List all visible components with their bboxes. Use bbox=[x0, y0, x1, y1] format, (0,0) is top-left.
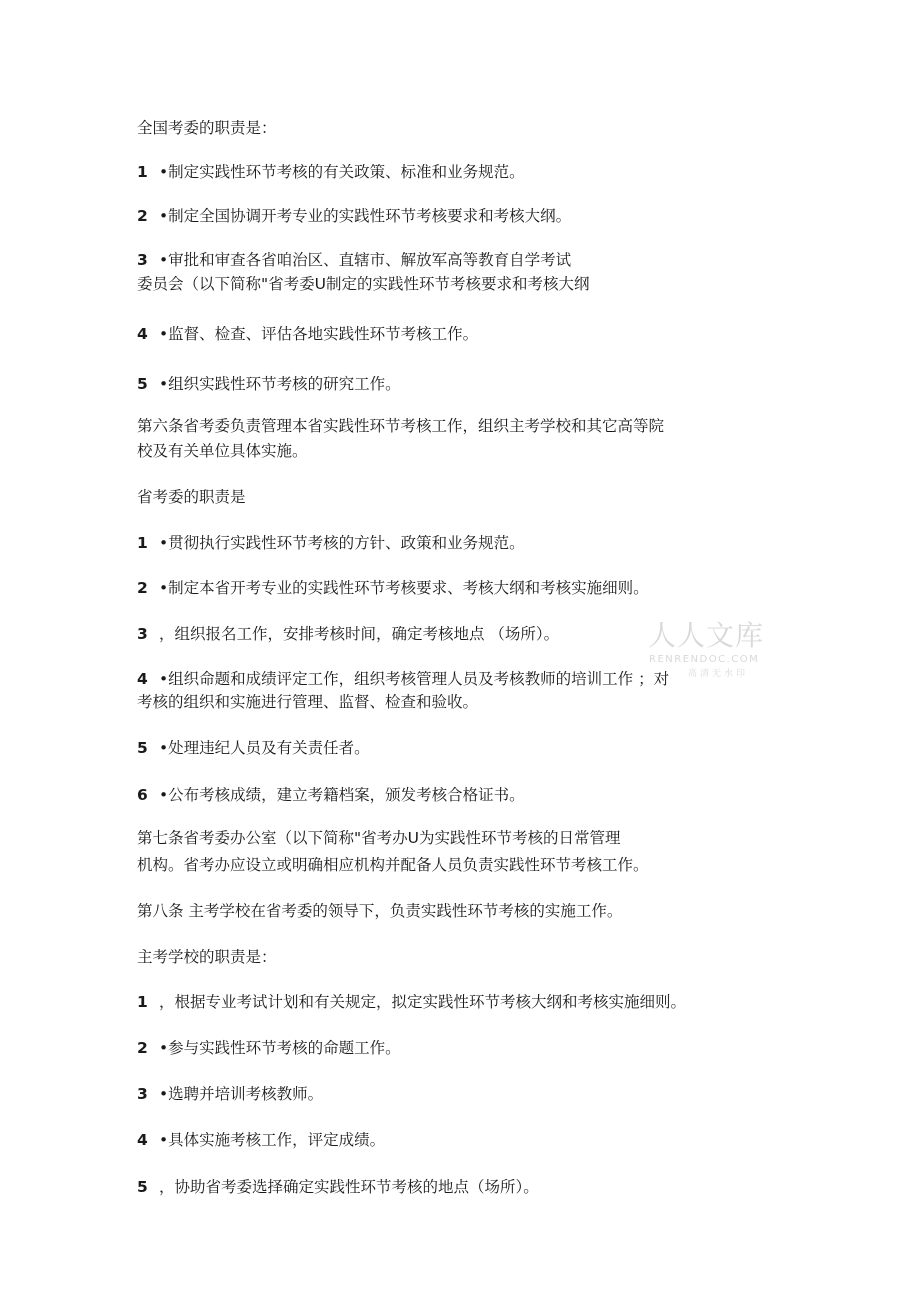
item-text: •组织实践性环节考核的研究工作。 bbox=[159, 375, 401, 393]
watermark-tagline: 高清无水印 bbox=[688, 669, 749, 679]
item-text: •监督、检查、评估各地实践性环节考核工作。 bbox=[159, 325, 479, 343]
item-number: 2 bbox=[137, 1039, 148, 1057]
list-item bbox=[137, 1130, 385, 1150]
item-text: •选聘并培训考核教师。 bbox=[159, 1085, 324, 1103]
item-text: •处理违纪人员及有关责任者。 bbox=[159, 739, 370, 757]
list-item bbox=[137, 374, 401, 394]
paragraph-line: 主考学校的职责是： bbox=[137, 948, 277, 966]
item-text: •具体实施考核工作，评定成绩。 bbox=[159, 1131, 386, 1149]
item-text: •审批和审查各省咱治区、直辖市、解放军高等教育自学考试 bbox=[159, 251, 572, 269]
watermark-logo bbox=[648, 620, 773, 682]
list-item bbox=[137, 250, 571, 270]
item-number: 5 bbox=[137, 375, 148, 393]
item-number: 2 bbox=[137, 579, 148, 597]
list-item bbox=[137, 1084, 323, 1104]
list-item bbox=[137, 578, 649, 598]
item-text: ，组织报名工作，安排考核时间，确定考核地点 （场所）。 bbox=[159, 625, 560, 643]
item-text: •制定实践性环节考核的有关政策、标准和业务规范。 bbox=[159, 163, 525, 181]
list-item bbox=[137, 624, 559, 644]
watermark-subtitle: RENRENDOC.COM bbox=[649, 654, 760, 665]
list-item bbox=[137, 162, 525, 182]
item-text: ，协助省考委选择确定实践性环节考核的地点（场所）。 bbox=[159, 1178, 539, 1196]
item-number: 5 bbox=[137, 739, 148, 757]
item-number: 1 bbox=[137, 163, 148, 181]
list-item bbox=[137, 785, 525, 805]
item-text: •制定本省开考专业的实践性环节考核要求、考核大纲和考核实施细则。 bbox=[159, 579, 649, 597]
item-text: ，根据专业考试计划和有关规定，拟定实践性环节考核大纲和考核实施细则。 bbox=[159, 993, 687, 1011]
paragraph-line: 校及有关单位具体实施。 bbox=[137, 442, 308, 460]
paragraph-line: 第七条省考委办公室（以下简称"省考办U为实践性环节考核的日常管理 bbox=[137, 829, 621, 847]
item-text: •公布考核成绩，建立考籍档案，颁发考核合格证书。 bbox=[159, 786, 525, 804]
list-item bbox=[137, 669, 669, 689]
item-text: •贯彻执行实践性环节考核的方针、政策和业务规范。 bbox=[159, 534, 525, 552]
list-item bbox=[137, 738, 370, 758]
list-item bbox=[137, 1177, 539, 1197]
list-item bbox=[137, 533, 525, 553]
list-item bbox=[137, 324, 478, 344]
list-item bbox=[137, 206, 571, 226]
watermark-title: 人人文库 bbox=[648, 619, 765, 652]
item-number: 6 bbox=[137, 786, 148, 804]
item-number: 4 bbox=[137, 1131, 148, 1149]
item-number: 3 bbox=[137, 1085, 148, 1103]
list-item bbox=[137, 1038, 401, 1058]
paragraph-line: 机构。省考办应设立或明确相应机构并配备人员负责实践性环节考核工作。 bbox=[137, 856, 649, 874]
paragraph-line: 全国考委的职责是： bbox=[137, 119, 277, 137]
paragraph-line: 省考委的职责是 bbox=[137, 488, 246, 506]
item-number: 2 bbox=[137, 207, 148, 225]
item-number: 3 bbox=[137, 625, 148, 643]
paragraph-line: 第八条 主考学校在省考委的领导下，负责实践性环节考核的实施工作。 bbox=[137, 902, 623, 920]
item-text: •制定全国协调开考专业的实践性环节考核要求和考核大纲。 bbox=[159, 207, 572, 225]
item-number: 3 bbox=[137, 251, 148, 269]
item-number: 4 bbox=[137, 670, 148, 688]
paragraph-line: 考核的组织和实施进行管理、监督、检查和验收。 bbox=[137, 693, 479, 711]
item-number: 1 bbox=[137, 534, 148, 552]
list-item bbox=[137, 992, 686, 1012]
item-text: •参与实践性环节考核的命题工作。 bbox=[159, 1039, 401, 1057]
paragraph-line: 第六条省考委负责管理本省实践性环节考核工作，组织主考学校和其它高等院 bbox=[137, 417, 665, 435]
item-number: 4 bbox=[137, 325, 148, 343]
paragraph-line: 委员会（以下简称"省考委U制定的实践性环节考核要求和考核大纲 bbox=[137, 275, 590, 293]
item-number: 1 bbox=[137, 993, 148, 1011]
item-text: •组织命题和成绩评定工作，组织考核管理人员及考核教师的培训工作 ；对 bbox=[159, 670, 670, 688]
item-number: 5 bbox=[137, 1178, 148, 1196]
